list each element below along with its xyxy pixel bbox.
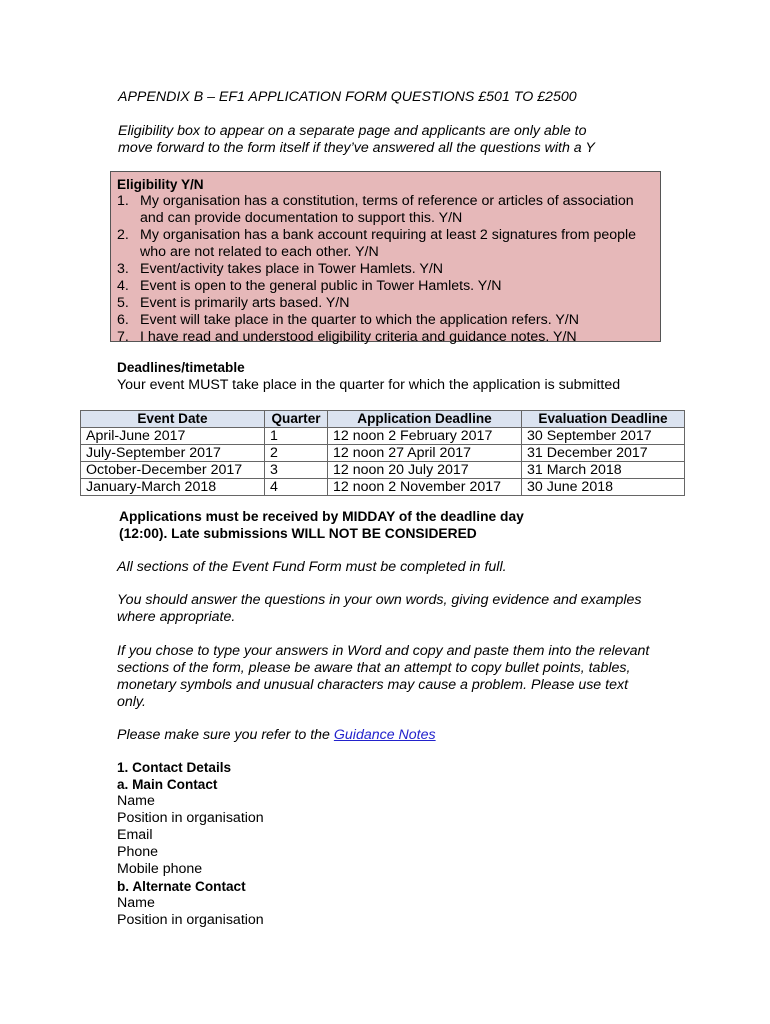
- table-row: [81, 479, 685, 496]
- alternate-contact-heading: b. Alternate Contact: [117, 879, 246, 894]
- item-text: Event will take place in the quarter to which the application refers. Y/N: [140, 312, 579, 328]
- section-heading: 1. Contact Details: [117, 760, 232, 775]
- table-cell: July-September 2017: [81, 445, 265, 462]
- deadlines-heading: Deadlines/timetable: [117, 360, 245, 375]
- intro-line-1: Eligibility box to appear on a separate page and applicants are only able to: [118, 123, 587, 139]
- guidance-prefix: Please make sure you refer to the: [117, 727, 334, 743]
- column-header: Quarter: [265, 411, 328, 428]
- document-title: APPENDIX B – EF1 APPLICATION FORM QUESTIONS £501 TO £2500: [118, 89, 577, 105]
- table-cell: 2: [265, 445, 328, 462]
- table-row: [81, 428, 685, 445]
- paragraph-own-words: You should answer the questions in your own words, giving evidence and examples where appropriate.: [117, 592, 642, 625]
- contact-details-section: [117, 759, 264, 929]
- table-cell: 12 noon 2 February 2017: [328, 428, 522, 445]
- field-label: Mobile phone: [117, 861, 203, 877]
- table-cell: 12 noon 27 April 2017: [328, 445, 522, 462]
- eligibility-box: [110, 171, 661, 345]
- table-cell: 3: [265, 462, 328, 479]
- intro-line-2: move forward to the form itself if they’ve answered all the questions with a Y: [118, 140, 595, 156]
- warning-line-1: Applications must be received by MIDDAY of the deadline day: [119, 509, 524, 524]
- item-text: Event/activity takes place in Tower Hamlets. Y/N: [140, 261, 444, 277]
- table-cell: 30 June 2018: [522, 479, 685, 496]
- item-text: I have read and understood eligibility criteria and guidance notes. Y/N: [140, 329, 577, 345]
- main-contact-heading: a. Main Contact: [117, 777, 218, 792]
- item-number: 6.: [117, 312, 129, 328]
- item-text: My organisation has a bank account requiring at least 2 signatures from people who are not related to each other. Y/N: [140, 227, 637, 260]
- column-header: Event Date: [81, 411, 265, 428]
- table-cell: 30 September 2017: [522, 428, 685, 445]
- item-text: My organisation has a constitution, terms of reference or articles of association and can provide documentation to support this. Y/N: [140, 193, 634, 226]
- eligibility-item: [117, 193, 660, 227]
- paragraph-copy-paste-warning: If you chose to type your answers in Word and copy and paste them into the relevant sections of the form, please be aware that an attempt to copy bullet points, tables, monetary symbols and unusual characters may cause a problem. Please use text only.: [117, 643, 650, 710]
- deadlines-note: Your event MUST take place in the quarter for which the application is submitted: [117, 377, 621, 393]
- field-label: Name: [117, 895, 155, 911]
- table-cell: October-December 2017: [81, 462, 265, 479]
- table-row: [81, 445, 685, 462]
- submission-warning: [119, 508, 639, 542]
- table-header-row: [81, 411, 685, 428]
- eligibility-item: [117, 295, 660, 312]
- field-label: Email: [117, 827, 153, 843]
- item-number: 2.: [117, 227, 129, 243]
- table-cell: 12 noon 20 July 2017: [328, 462, 522, 479]
- table-cell: 31 December 2017: [522, 445, 685, 462]
- column-header: Evaluation Deadline: [522, 411, 685, 428]
- paragraph-complete-in-full: All sections of the Event Fund Form must be completed in full.: [117, 559, 507, 575]
- table-cell: January-March 2018: [81, 479, 265, 496]
- eligibility-item: [117, 329, 660, 346]
- field-label: Name: [117, 793, 155, 809]
- eligibility-item: [117, 312, 660, 329]
- item-number: 1.: [117, 193, 129, 209]
- item-number: 4.: [117, 278, 129, 294]
- guidance-notes-link[interactable]: Guidance Notes: [333, 727, 436, 743]
- item-number: 7.: [117, 329, 129, 345]
- warning-line-2: (12:00). Late submissions WILL NOT BE CONSIDERED: [119, 526, 477, 541]
- item-text: Event is primarily arts based. Y/N: [140, 295, 350, 311]
- table-cell: 4: [265, 479, 328, 496]
- timetable-table: [80, 410, 685, 496]
- eligibility-list: [117, 193, 660, 346]
- eligibility-item: [117, 227, 660, 261]
- field-label: Phone: [117, 844, 159, 860]
- field-label: Position in organisation: [117, 912, 264, 928]
- paragraph-guidance: [117, 727, 436, 744]
- table-row: [81, 462, 685, 479]
- table-cell: 12 noon 2 November 2017: [328, 479, 522, 496]
- item-number: 5.: [117, 295, 129, 311]
- eligibility-item: [117, 261, 660, 278]
- table-cell: 31 March 2018: [522, 462, 685, 479]
- item-text: Event is open to the general public in Tower Hamlets. Y/N: [140, 278, 502, 294]
- column-header: Application Deadline: [328, 411, 522, 428]
- table-cell: 1: [265, 428, 328, 445]
- table-cell: April-June 2017: [81, 428, 265, 445]
- item-number: 3.: [117, 261, 129, 277]
- field-label: Position in organisation: [117, 810, 264, 826]
- eligibility-item: [117, 278, 660, 295]
- eligibility-heading: Eligibility Y/N: [117, 177, 204, 192]
